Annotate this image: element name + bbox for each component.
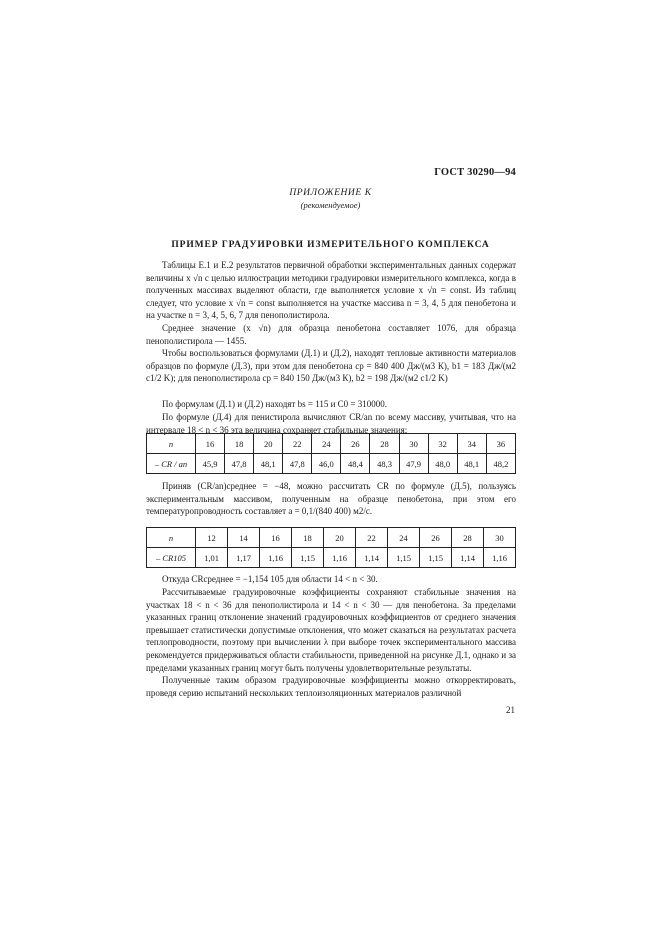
table-cell: 48,1	[457, 454, 486, 474]
table-cell: 16	[260, 528, 292, 548]
table-cell: 32	[428, 434, 457, 454]
table-cell: 28	[370, 434, 399, 454]
table-cell: 24	[388, 528, 420, 548]
table-cell: 47,9	[399, 454, 428, 474]
paragraph-5: По формуле (Д.4) для пенистирола вычисляют CR/an по всему массиву, учитывая, что на интервале 18 < n < 36 эта величина сохраняет стабильные значения:	[146, 412, 516, 435]
table-cell: 1,01	[196, 548, 228, 568]
table-header-cell: n	[147, 528, 196, 548]
table-row	[147, 454, 516, 474]
table-cell: 1,15	[420, 548, 452, 568]
table-cell: 1,14	[452, 548, 484, 568]
table-cell: 48,3	[370, 454, 399, 474]
table-cell: 12	[196, 528, 228, 548]
table-cell: 46,0	[312, 454, 341, 474]
paragraph-1: Таблицы Е.1 и Е.2 результатов первичной обработки экспериментальных данных содержат величины x √n с целью иллюстрации методики градуировки измерительного комплекса, когда в полученных массивах выделяют области, где выполняется условие x √n = const. Из таблиц следует, что условие x √n = const выполняется на участке массива n = 3, 4, 5 для пенобетона и на участке n = 3, 4, 5, 6, 7 для пенополистирола.	[146, 260, 516, 321]
table-cell: 36	[486, 434, 515, 454]
table-cell: 48,4	[341, 454, 370, 474]
table-cell: 30	[399, 434, 428, 454]
page-number: 21	[506, 705, 515, 715]
table-cell: 1,17	[228, 548, 260, 568]
table-cell: 1,16	[324, 548, 356, 568]
table-cell: 48,0	[428, 454, 457, 474]
table-cell: 1,14	[356, 548, 388, 568]
table-cell: 16	[196, 434, 225, 454]
paragraph-4: По формулам (Д.1) и (Д.2) находят bs = 115 и C0 = 310000.	[162, 399, 388, 409]
table-header-cell: n	[147, 434, 196, 454]
table-row	[147, 528, 516, 548]
table-cell: 1,16	[484, 548, 516, 568]
table-header-cell: – CR / an	[147, 454, 196, 474]
paragraph-8: Рассчитываемые градуировочные коэффициенты сохраняют стабильные значения на участках 18 < n < 36 для пенополистирола и 14 < n < 30 — для пенобетона. За пределами указанных границ отклонение значений градуировочных коэффициентов от среднего значения превышает статистически допустимые отклонения, что может сказаться на результатах расчета теплопроводности, поэтому при вычислении λ при выборе точек экспериментального массива рекомендуется придерживаться области стабильности, приведенной на рисунке Д.1, однако и за пределами указанных границ могут быть получены удовлетворительные результаты.	[146, 587, 516, 673]
table-cell: 47,8	[283, 454, 312, 474]
paragraph-3: Чтобы воспользоваться формулами (Д.1) и (Д.2), находят тепловые активности материалов образцов по формуле (Д.3), при этом для пенобетона cp = 840 400 Дж/(м3 К), b1 = 183 Дж/(м2 c1/2 K); для пенополистирола cp = 840 150 Дж/(м3 К), b2 = 198 Дж/(м2 c1/2 K)	[146, 348, 516, 384]
table-cell: 1,16	[260, 548, 292, 568]
table-cell: 18	[225, 434, 254, 454]
table-cell: 20	[324, 528, 356, 548]
document-title: ПРИМЕР ГРАДУИРОВКИ ИЗМЕРИТЕЛЬНОГО КОМПЛЕКСА	[171, 240, 490, 250]
table-cell: 1,15	[292, 548, 324, 568]
paragraph-7: Откуда CRсреднее = −1,154 105 для области 14 < n < 30.	[162, 574, 378, 584]
table-cell: 48,1	[254, 454, 283, 474]
table-cell: 20	[254, 434, 283, 454]
paragraph-6: Приняв (CR/an)среднее = −48, можно рассчитать CR по формуле (Д.5), пользуясь экспериментальным массивом, полученным на образце пенобетона, при этом его температуропроводность составляет a = 0,1/(840 400) м2/с.	[146, 481, 516, 517]
table-cell: 48,2	[486, 454, 515, 474]
table-cell: 26	[341, 434, 370, 454]
table-cell: 45,9	[196, 454, 225, 474]
paragraph-2: Среднее значение (x √n) для образца пенобетона составляет 1076, для образца пенополистирола — 1455.	[146, 323, 516, 346]
appendix-status: (рекомендуемое)	[300, 200, 361, 210]
standard-header: ГОСТ 30290—94	[434, 167, 516, 178]
table-cell: 30	[484, 528, 516, 548]
table-cell: 28	[452, 528, 484, 548]
table-cell: 26	[420, 528, 452, 548]
table-cell: 18	[292, 528, 324, 548]
table-header-cell: – CR105	[147, 548, 196, 568]
table-cell: 22	[356, 528, 388, 548]
table-cell: 34	[457, 434, 486, 454]
table-cell: 22	[283, 434, 312, 454]
table-cell: 47,8	[225, 454, 254, 474]
table-cell: 24	[312, 434, 341, 454]
calibration-table-foam-concrete	[146, 527, 516, 568]
paragraph-9: Полученные таким образом градуировочные коэффициенты можно откорректировать, проведя серию испытаний нескольких теплоизоляционных материалов различной	[146, 675, 516, 698]
table-row	[147, 434, 516, 454]
calibration-table-polystyrene	[146, 433, 516, 474]
table-row	[147, 548, 516, 568]
appendix-title: ПРИЛОЖЕНИЕ К	[289, 188, 372, 198]
table-cell: 14	[228, 528, 260, 548]
table-cell: 1,15	[388, 548, 420, 568]
